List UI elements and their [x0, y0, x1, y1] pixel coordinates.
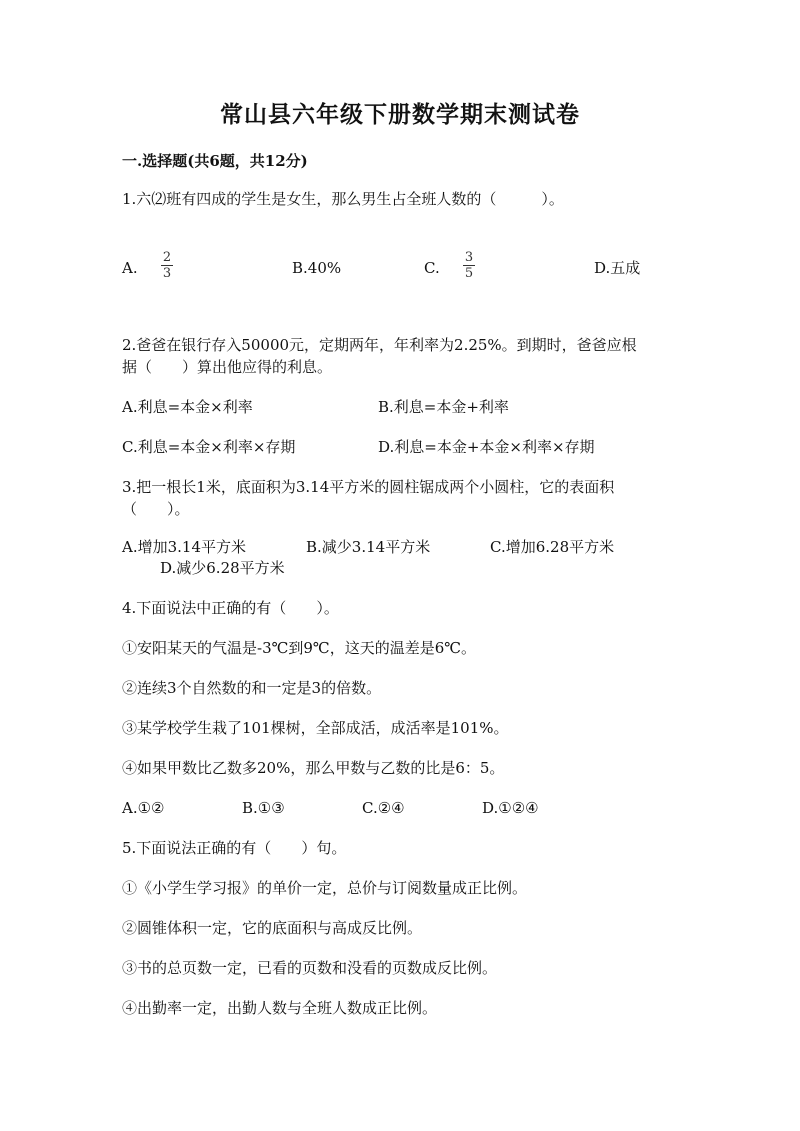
q2-option-a: A.利息=本金×利率 [122, 398, 253, 416]
fraction-denominator: 3 [162, 266, 172, 281]
q4-option-a: A.①② [122, 799, 165, 817]
q5-statement-3: ③书的总页数一定，已看的页数和没看的页数成反比例。 [122, 959, 498, 977]
question-2-stem-line1: 2.爸爸在银行存入50000元，定期两年，年利率为2.25%。到期时，爸爸应根 [122, 336, 637, 354]
q3-option-b: B.减少3.14平方米 [306, 538, 431, 556]
q2-option-b: B.利息=本金+利率 [378, 398, 509, 416]
q1-option-c-label: C. [424, 259, 440, 277]
question-2-stem-line2: 据（ ）算出他应得的利息。 [122, 358, 333, 376]
question-3-stem-line2: （ ）。 [122, 500, 190, 518]
q4-statement-2: ②连续3个自然数的和一定是3的倍数。 [122, 679, 382, 697]
q4-statement-1: ①安阳某天的气温是-3℃到9℃，这天的温差是6℃。 [122, 639, 477, 657]
q3-option-a: A.增加3.14平方米 [122, 538, 246, 556]
q5-statement-4: ④出勤率一定，出勤人数与全班人数成正比例。 [122, 999, 438, 1017]
q1-option-d: D.五成 [594, 259, 641, 277]
question-1-stem: 1.六⑵班有四成的学生是女生，那么男生占全班人数的（ ）。 [122, 190, 564, 208]
q4-option-d: D.①②④ [482, 799, 539, 817]
q2-option-d: D.利息=本金+本金×利率×存期 [378, 438, 595, 456]
q4-statement-4: ④如果甲数比乙数多20%，那么甲数与乙数的比是6：5。 [122, 759, 505, 777]
fraction-numerator: 2 [162, 250, 172, 265]
q4-option-b: B.①③ [242, 799, 285, 817]
q5-statement-1: ①《小学生学习报》的单价一定，总价与订阅数量成正比例。 [122, 879, 528, 897]
fraction-numerator: 3 [464, 250, 474, 265]
q2-option-c: C.利息=本金×利率×存期 [122, 438, 296, 456]
question-4-stem: 4.下面说法中正确的有（ ）。 [122, 599, 339, 617]
q3-option-c: C.增加6.28平方米 [490, 538, 615, 556]
q3-option-d: D.减少6.28平方米 [160, 559, 285, 577]
q1-option-a-fraction [160, 250, 174, 281]
q4-statement-3: ③某学校学生栽了101棵树，全部成活，成活率是101%。 [122, 719, 509, 737]
q4-option-c: C.②④ [362, 799, 405, 817]
section-heading: 一.选择题(共6题，共12分) [122, 152, 308, 170]
question-5-stem: 5.下面说法正确的有（ ）句。 [122, 839, 347, 857]
page-title: 常山县六年级下册数学期末测试卷 [220, 101, 580, 128]
q5-statement-2: ②圆锥体积一定，它的底面积与高成反比例。 [122, 919, 423, 937]
q1-option-b: B.40% [292, 259, 342, 277]
q1-option-a-label: A. [122, 259, 138, 277]
question-3-stem-line1: 3.把一根长1米，底面积为3.14平方米的圆柱锯成两个小圆柱，它的表面积 [122, 478, 615, 496]
fraction-denominator: 5 [464, 266, 474, 281]
q1-option-c-fraction [462, 250, 476, 281]
